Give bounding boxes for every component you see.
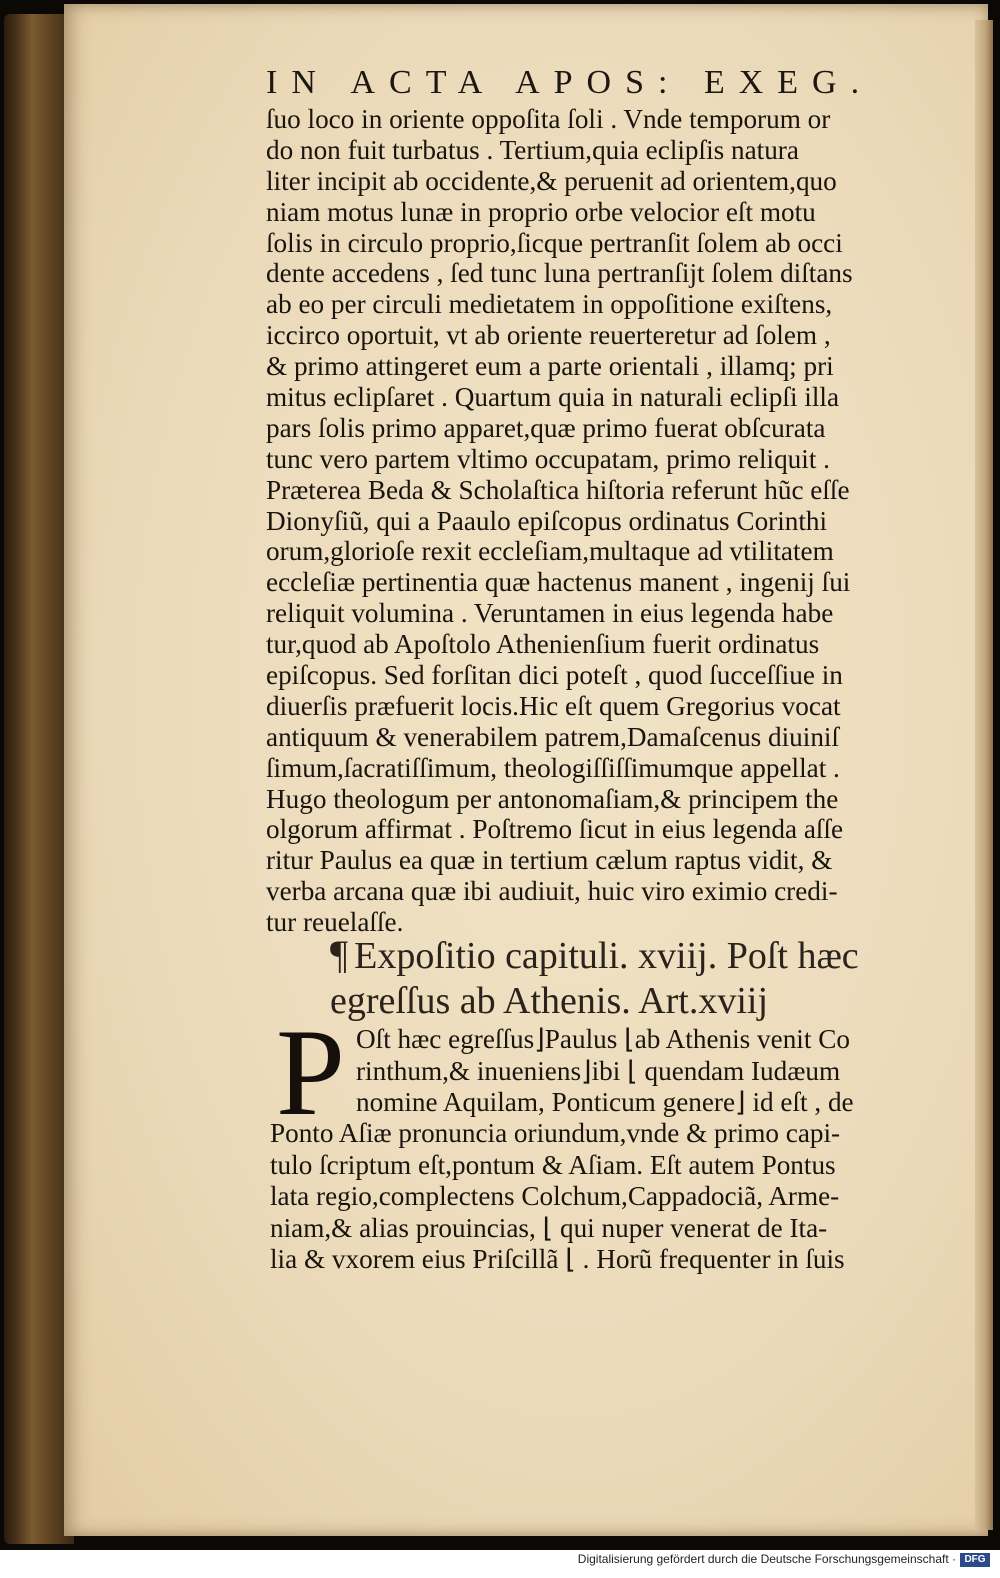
text-line: tulo ſcriptum eſt,pontum & Aſiam. Eſt autem Pontus	[270, 1149, 836, 1180]
text-line: rinthum,& inueniens⌋ibi ⌊ quendam Iudæum	[356, 1055, 841, 1086]
text-line: olgorum affirmat . Poſtremo ſicut in eius legenda aſſe	[266, 814, 844, 845]
heading-text-1: Expoſitio capituli. xviij. Poſt hæc	[354, 935, 859, 977]
text-line: ſuo loco in oriente oppoſita ſoli . Vnde temporum or	[266, 104, 831, 134]
text-line: ſimum,ſacratiſſimum, theologiſſiſſimumque appellat .	[266, 752, 840, 783]
text-line: do non fuit turbatus . Tertium,quia eclipſis natura	[266, 134, 799, 165]
paragraph-1	[266, 104, 938, 938]
page-stack-edge	[975, 20, 993, 1530]
text-line: reliquit volumina . Veruntamen in eius legenda habe	[266, 598, 834, 629]
pilcrow-icon: ¶	[330, 932, 349, 977]
text-line: lata regio,complectens Colchum,Cappadociã, Arme-	[270, 1181, 840, 1211]
text-line: diuerſis præfuerit locis.Hic eſt quem Gregorius vocat	[266, 690, 841, 721]
text-line: niam,& alias prouincias, ⌊ qui nuper venerat de Ita-	[270, 1212, 828, 1243]
drop-cap: P	[276, 1004, 345, 1141]
chapter-heading	[330, 932, 950, 1024]
paragraph-2-indented	[356, 1024, 946, 1119]
text-line: Dionyſiũ, qui a Paaulo epiſcopus ordinatus Corinthi	[266, 505, 828, 536]
text-line: niam motus lunæ in proprio orbe velocior eſt motu	[266, 196, 816, 227]
text-line: & primo attingeret eum a parte orientali , illamq; pri	[266, 351, 834, 382]
text-line: ſolis in circulo proprio,ſicque pertranſit ſolem ab occi	[266, 227, 843, 258]
dfg-logo: DFG	[960, 1553, 990, 1567]
text-line: pars ſolis primo apparet,quæ primo fuerat obſcurata	[266, 412, 826, 443]
running-head: IN ACTA APOS: EXEG.	[266, 64, 874, 101]
text-line: tunc vero partem vltimo occupatam, primo reliquit .	[266, 443, 830, 474]
heading-line-1	[330, 932, 950, 978]
text-line: dente accedens , ſed tunc luna pertranſijt ſolem diſtans	[266, 258, 853, 289]
text-line: Oſt hæc egreſſus⌋Paulus ⌊ab Athenis venit Co	[356, 1024, 850, 1054]
text-line: verba arcana quæ ibi audiuit, huic viro eximio credi-	[266, 876, 838, 907]
text-line: eccleſiæ pertinentia quæ hactenus manent , ingenij ſui	[266, 567, 851, 598]
text-line: orum,glorioſe rexit eccleſiam,multaque ad vtilitatem	[266, 536, 834, 567]
text-line: mitus eclipſaret . Quartum quia in naturali eclipſi illa	[266, 382, 840, 413]
text-line: nomine Aquilam, Ponticum genere⌋ id eſt , de	[356, 1087, 854, 1117]
text-line: lia & vxorem eius Priſcillã ⌊ . Horũ frequenter in ſuis	[270, 1244, 845, 1274]
text-line: ab eo per circuli medietatem in oppoſitione exiſtens,	[266, 289, 833, 320]
text-line: antiquum & venerabilem patrem,Damaſcenus diuiniſ	[266, 721, 840, 752]
text-line: tur reuelaſſe.	[266, 907, 404, 938]
text-line: liter incipit ab occidente,& peruenit ad orientem,quo	[266, 165, 837, 196]
text-line: epiſcopus. Sed forſitan dici poteſt , quod ſucceſſiue in	[266, 660, 843, 691]
text-line: ritur Paulus ea quæ in tertium cælum raptus vidit, &	[266, 845, 833, 876]
heading-line-2: egreſſus ab Athenis. Art.xviij	[330, 980, 769, 1022]
text-line: tur,quod ab Apoſtolo Athenienſium fuerit ordinatus	[266, 629, 820, 660]
text-line: Præterea Beda & Scholaſtica hiſtoria referunt hũc eſſe	[266, 474, 850, 505]
paragraph-2	[270, 1118, 942, 1276]
text-line: Ponto Aſiæ pronuncia oriundum,vnde & primo capi-	[270, 1118, 841, 1148]
digitization-credit: Digitalisierung gefördert durch die Deutsche Forschungsgemeinschaft ·	[577, 1552, 956, 1566]
text-line: iccirco oportuit, vt ab oriente reuerteretur ad ſolem ,	[266, 320, 831, 351]
text-line: Hugo theologum per antonomaſiam,& principem the	[266, 783, 839, 814]
